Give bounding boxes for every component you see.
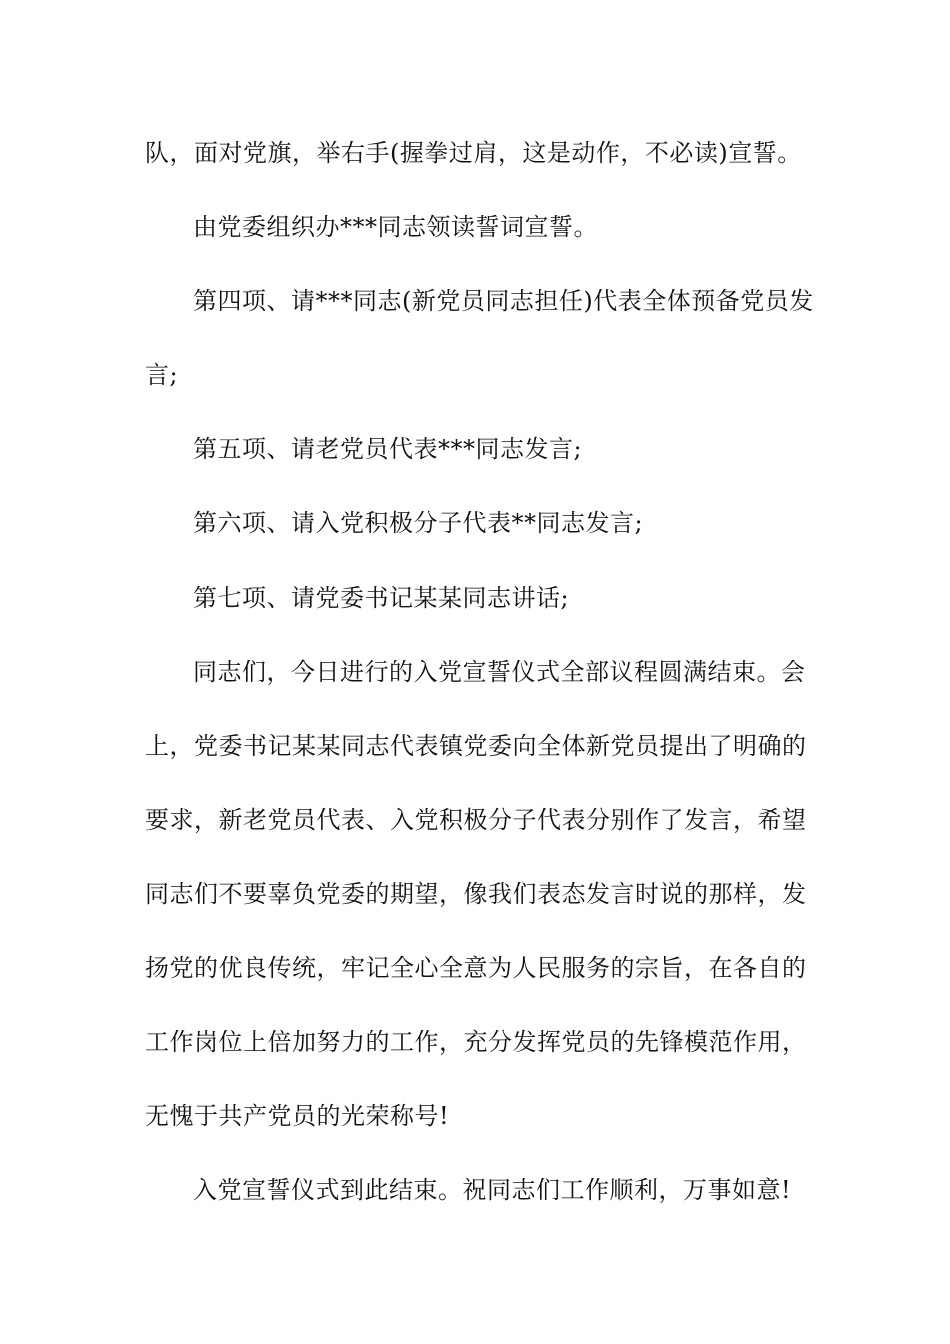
text-line: 队，面对党旗，举右手(握拳过肩，这是动作，不必读)宣誓。 (145, 139, 802, 167)
text-line: 第四项、请***同志(新党员同志担任)代表全体预备党员发 (193, 287, 814, 315)
text-line: 言; (145, 361, 179, 389)
text-line: 同志们不要辜负党委的期望，像我们表态发言时说的那样，发 (145, 880, 807, 908)
text-line: 同志们，今日进行的入党宣誓仪式全部议程圆满结束。会 (193, 658, 806, 686)
text-line: 第五项、请老党员代表***同志发言; (193, 435, 583, 463)
text-line: 无愧于共产党员的光荣称号! (145, 1102, 450, 1130)
text-line: 第七项、请党委书记某某同志讲话; (193, 584, 570, 612)
text-line: 由党委组织办***同志领读誓词宣誓。 (193, 213, 598, 241)
text-line: 第六项、请入党积极分子代表**同志发言; (193, 509, 644, 537)
text-line: 入党宣誓仪式到此结束。祝同志们工作顺利，万事如意! (193, 1176, 792, 1204)
text-line: 扬党的优良传统，牢记全心全意为人民服务的宗旨，在各自的 (145, 954, 807, 982)
text-line: 上，党委书记某某同志代表镇党委向全体新党员提出了明确的 (145, 732, 807, 760)
text-line: 要求，新老党员代表、入党积极分子代表分别作了发言，希望 (145, 806, 807, 834)
text-line: 工作岗位上倍加努力的工作，充分发挥党员的先锋模范作用， (145, 1028, 807, 1056)
